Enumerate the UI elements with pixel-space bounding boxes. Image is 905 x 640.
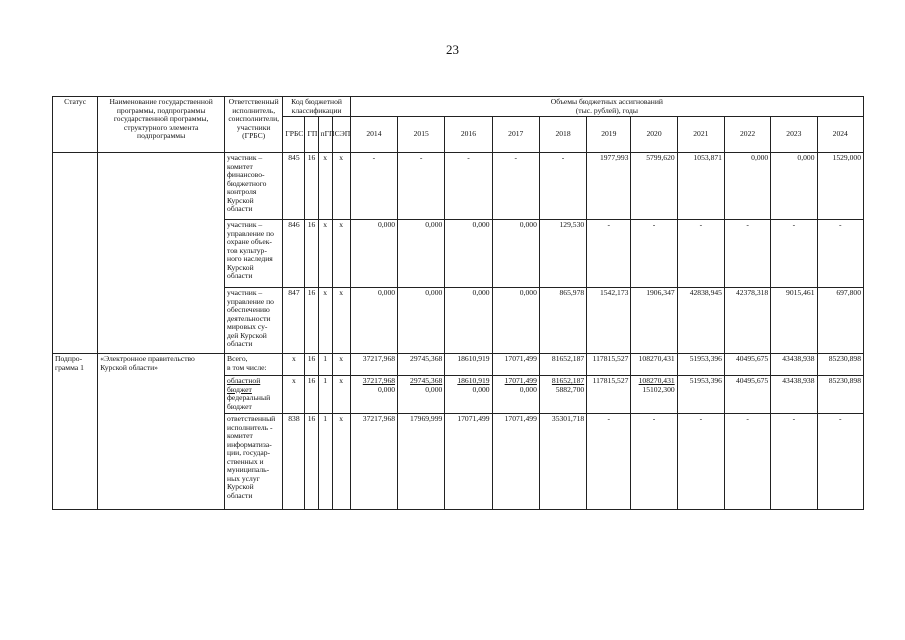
value-cell: 0,000 [398, 288, 445, 354]
code-cell: х [318, 153, 332, 220]
regional-value: 43438,938 [782, 376, 815, 385]
value-cell: 5799,620 [631, 153, 677, 220]
federal-value: 0,000 [472, 384, 490, 394]
regional-value: 85230,898 [828, 376, 861, 385]
executor-cell: Всего, в том числе: [225, 354, 283, 376]
code-cell: 846 [283, 220, 305, 288]
executor-cell [225, 376, 283, 414]
header-year: 2020 [631, 117, 677, 153]
code-cell: 16 [305, 414, 318, 510]
table-header [53, 97, 864, 153]
value-cell: 43438,938 [771, 354, 817, 376]
value-cell: 37217,968 [350, 414, 397, 510]
status-cell [53, 153, 98, 354]
header-code-gp: ГП [305, 117, 318, 153]
header-executor: Ответственный исполнитель, соисполнители, участники (ГРБС) [225, 97, 283, 153]
budget-table [52, 96, 864, 510]
value-cell: - [350, 153, 397, 220]
value-cell: 40495,675 [724, 354, 770, 376]
federal-value: 5882,700 [555, 384, 585, 394]
value-cell: - [587, 220, 631, 288]
code-cell: х [283, 354, 305, 376]
value-cell [771, 376, 817, 414]
header-year: 2018 [539, 117, 586, 153]
value-cell: 108270,431 [631, 354, 677, 376]
code-cell: 838 [283, 414, 305, 510]
value-cell: 0,000 [771, 153, 817, 220]
value-cell: 1977,993 [587, 153, 631, 220]
value-cell: 35301,718 [539, 414, 586, 510]
header-year: 2016 [445, 117, 492, 153]
value-cell: - [398, 153, 445, 220]
code-cell: х [332, 288, 350, 354]
regional-value: 17071,499 [504, 376, 537, 385]
value-cell: - [677, 414, 724, 510]
value-cell [817, 376, 864, 414]
value-cell: - [817, 220, 864, 288]
regional-value: 51953,396 [689, 376, 722, 385]
value-cell: - [677, 220, 724, 288]
value-cell: - [724, 220, 770, 288]
value-cell: - [771, 414, 817, 510]
value-cell: 17969,999 [398, 414, 445, 510]
value-cell [587, 376, 631, 414]
federal-value: 0,000 [425, 384, 443, 394]
value-cell: 1542,173 [587, 288, 631, 354]
value-cell: 1053,871 [677, 153, 724, 220]
regional-value: 81652,187 [551, 376, 585, 385]
value-cell [350, 376, 397, 414]
code-cell: х [332, 414, 350, 510]
header-code-pgp: пГП [318, 117, 332, 153]
value-cell: - [445, 153, 492, 220]
regional-value: 108270,431 [638, 376, 675, 385]
value-cell: 0,000 [492, 288, 539, 354]
federal-budget-label: федеральный бюджет [227, 393, 271, 411]
code-cell: 16 [305, 354, 318, 376]
header-year: 2024 [817, 117, 864, 153]
name-cell [98, 153, 225, 354]
code-cell: 16 [305, 153, 318, 220]
header-year: 2022 [724, 117, 770, 153]
executor-cell: участник – управление по охране объек- тов культур- ного наследия Курской области [225, 220, 283, 288]
value-cell [445, 376, 492, 414]
value-cell: - [724, 414, 770, 510]
value-cell [724, 376, 770, 414]
regional-value: 29745,368 [410, 376, 443, 385]
value-cell [677, 376, 724, 414]
subprogram-name: «Электронное правительство Курской области» [98, 354, 225, 510]
code-cell: х [318, 288, 332, 354]
value-cell: 17071,499 [492, 354, 539, 376]
value-cell: - [771, 220, 817, 288]
value-cell: 0,000 [350, 220, 397, 288]
table-row [53, 153, 864, 220]
value-cell: - [631, 220, 677, 288]
federal-value: 0,000 [377, 384, 396, 394]
executor-cell: ответственный исполнитель - комитет информатиза- ции, государ- ственных и муниципаль- ных услуг Курской области [225, 414, 283, 510]
value-cell [492, 376, 539, 414]
table-row [53, 354, 864, 376]
value-cell [631, 376, 677, 414]
value-cell: 51953,396 [677, 354, 724, 376]
header-year: 2021 [677, 117, 724, 153]
value-cell: 0,000 [398, 220, 445, 288]
federal-value: 15102,300 [642, 384, 675, 394]
value-cell: 42378,318 [724, 288, 770, 354]
regional-value: 18610,919 [457, 376, 490, 385]
code-cell: 847 [283, 288, 305, 354]
header-year: 2019 [587, 117, 631, 153]
value-cell: 85230,898 [817, 354, 864, 376]
value-cell: 697,800 [817, 288, 864, 354]
executor-cell: участник – управление по обеспечению деятельности мировых су- дей Курской области [225, 288, 283, 354]
regional-budget-label: областной бюджет [227, 376, 261, 394]
code-cell: х [332, 354, 350, 376]
code-cell: х [283, 376, 305, 414]
value-cell: 29745,368 [398, 354, 445, 376]
value-cell: 17071,499 [445, 414, 492, 510]
value-cell: 0,000 [492, 220, 539, 288]
value-cell: - [631, 414, 677, 510]
value-cell: 37217,968 [350, 354, 397, 376]
header-year: 2015 [398, 117, 445, 153]
code-cell: х [332, 376, 350, 414]
value-cell: - [492, 153, 539, 220]
header-code-sep: СЭП [332, 117, 350, 153]
value-cell: 42838,945 [677, 288, 724, 354]
value-cell: 9015,461 [771, 288, 817, 354]
regional-value: 117815,527 [592, 376, 629, 385]
header-status: Статус [53, 97, 98, 153]
code-cell: 1 [318, 414, 332, 510]
value-cell: 1529,000 [817, 153, 864, 220]
regional-value: 40495,675 [735, 376, 769, 385]
code-cell: х [318, 220, 332, 288]
header-year: 2014 [350, 117, 397, 153]
value-cell [398, 376, 445, 414]
value-cell: 1906,347 [631, 288, 677, 354]
header-year: 2023 [771, 117, 817, 153]
value-cell: 0,000 [445, 288, 492, 354]
value-cell: - [587, 414, 631, 510]
value-cell: - [539, 153, 586, 220]
value-cell: 0,000 [350, 288, 397, 354]
code-cell: 1 [318, 376, 332, 414]
code-cell: 1 [318, 354, 332, 376]
header-code-grbs: ГРБС [283, 117, 305, 153]
value-cell: - [817, 414, 864, 510]
value-cell: 129,530 [539, 220, 586, 288]
code-cell: х [332, 220, 350, 288]
header-volumes: Объемы бюджетных ассигнований (тыс. рублей), годы [350, 97, 863, 117]
value-cell: 117815,527 [587, 354, 631, 376]
value-cell: 0,000 [724, 153, 770, 220]
regional-value: 37217,968 [362, 376, 396, 385]
header-name: Наименование государственной программы, подпрограммы государственной программы, структурного элемента подпрограммы [98, 97, 225, 153]
value-cell: 0,000 [445, 220, 492, 288]
header-code: Код бюджетной классификации [283, 97, 350, 117]
value-cell [539, 376, 586, 414]
header-year: 2017 [492, 117, 539, 153]
code-cell: 16 [305, 376, 318, 414]
value-cell: 17071,499 [492, 414, 539, 510]
page-number: 23 [446, 42, 459, 57]
code-cell: 845 [283, 153, 305, 220]
federal-value: 0,000 [519, 384, 537, 394]
code-cell: х [332, 153, 350, 220]
code-cell: 16 [305, 220, 318, 288]
subprogram-status: Подпро- грамма 1 [53, 354, 98, 510]
code-cell: 16 [305, 288, 318, 354]
executor-cell: участник – комитет финансово- бюджетного контроля Курской области [225, 153, 283, 220]
value-cell: 81652,187 [539, 354, 586, 376]
value-cell: 18610,919 [445, 354, 492, 376]
value-cell: 865,978 [539, 288, 586, 354]
